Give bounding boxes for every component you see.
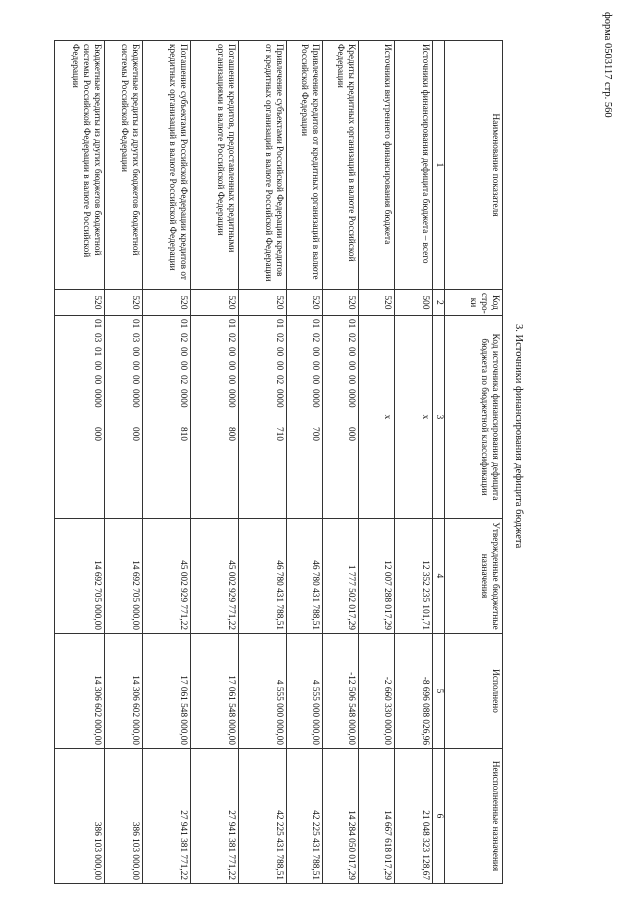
executed-amount: 4 555 000 000,00 — [238, 634, 286, 749]
classification-segment: 0000 — [345, 389, 356, 408]
classification-segment: 00 — [309, 361, 320, 371]
classification-segment: 02 — [309, 333, 320, 343]
indicator-name: Бюджетные кредиты из других бюджетов бюджетной системы Российской Федерации в валюте Российской Федерации — [54, 41, 104, 290]
classification-code: x — [394, 316, 432, 519]
column-number: 5 — [432, 634, 444, 749]
classification-segment: 700 — [309, 427, 320, 441]
classification-segment: 01 — [91, 347, 102, 357]
classification-segment: 0000 — [225, 389, 236, 408]
header-executed: Исполнено — [445, 634, 503, 749]
classification-segment: 01 — [309, 319, 320, 329]
classification-segment: 00 — [177, 361, 188, 371]
section-title: 3. Источники финансирования дефицита бюджета — [513, 324, 524, 549]
line-code: 520 — [142, 290, 190, 316]
classification-segment: 01 — [129, 319, 140, 329]
table-row — [286, 41, 322, 884]
classification-segment: 0000 — [177, 389, 188, 408]
classification-segment: 000 — [129, 427, 140, 441]
classification-segment: 0000 — [309, 389, 320, 408]
classification-segment: 00 — [129, 361, 140, 371]
approved-amount: 12 352 235 101,71 — [394, 519, 432, 634]
classification-segment: 000 — [91, 427, 102, 441]
indicator-name: Привлечение кредитов от кредитных организаций в валюте Российской Федерации — [286, 41, 322, 290]
column-number: 2 — [432, 290, 444, 316]
classification-segment: 02 — [177, 375, 188, 385]
table-row — [358, 41, 394, 884]
header-approved: Утвержденные бюджетные назначения — [445, 519, 503, 634]
approved-amount: 45 002 929 771,22 — [142, 519, 190, 634]
executed-amount: 14 306 602 000,00 — [54, 634, 104, 749]
column-number: 3 — [432, 316, 444, 519]
classification-segment: 00 — [91, 375, 102, 385]
indicator-name: Привлечение субъектами Российской Федерации кредитов от кредитных организаций в валюте Российской Федерации — [238, 41, 286, 290]
classification-segment: 01 — [225, 319, 236, 329]
unexecuted-amount: 14 284 050 017,29 — [322, 749, 358, 884]
executed-amount: 4 555 000 000,00 — [286, 634, 322, 749]
header-name: Наименование показателя — [445, 41, 503, 290]
classification-segment: 00 — [129, 347, 140, 357]
classification-code — [54, 316, 104, 519]
line-code: 520 — [286, 290, 322, 316]
unexecuted-amount: 21 048 323 128,67 — [394, 749, 432, 884]
classification-segment: 000 — [345, 427, 356, 441]
classification-segment: 02 — [273, 333, 284, 343]
unexecuted-amount: 42 225 431 788,51 — [286, 749, 322, 884]
classification-segment: 03 — [91, 333, 102, 343]
executed-amount: 14 306 602 000,00 — [104, 634, 142, 749]
classification-segment: 00 — [177, 347, 188, 357]
table-row — [322, 41, 358, 884]
header-unexecuted: Неисполненные назначения — [445, 749, 503, 884]
table-row — [190, 41, 238, 884]
classification-code — [286, 316, 322, 519]
table-header-row — [445, 41, 503, 884]
column-number-row — [432, 41, 444, 884]
approved-amount: 14 692 705 000,00 — [104, 519, 142, 634]
classification-segment: 00 — [345, 347, 356, 357]
unexecuted-amount: 14 667 618 017,29 — [358, 749, 394, 884]
classification-code — [190, 316, 238, 519]
classification-segment: 800 — [225, 427, 236, 441]
executed-amount: 17 061 548 000,00 — [190, 634, 238, 749]
classification-segment: 01 — [177, 319, 188, 329]
classification-code — [238, 316, 286, 519]
classification-segment: 02 — [345, 333, 356, 343]
classification-segment: 710 — [273, 427, 284, 441]
form-header — [597, 12, 613, 172]
classification-segment: 810 — [177, 427, 188, 441]
indicator-name: Бюджетные кредиты из других бюджетов бюджетной системы Российской Федерации — [104, 41, 142, 290]
line-code: 520 — [358, 290, 394, 316]
classification-segment: 01 — [273, 319, 284, 329]
unexecuted-amount: 27 941 381 771,22 — [142, 749, 190, 884]
indicator-name: Источники финансирования дефицита бюджета – всего — [394, 41, 432, 290]
unexecuted-amount: 42 225 431 788,51 — [238, 749, 286, 884]
approved-amount: 14 692 705 000,00 — [54, 519, 104, 634]
header-classification: Код источника финансирования дефицита бюджета по бюджетной классификации — [445, 316, 503, 519]
classification-segment: 02 — [177, 333, 188, 343]
column-number: 1 — [432, 41, 444, 290]
classification-segment: 01 — [91, 319, 102, 329]
classification-segment: 00 — [345, 375, 356, 385]
table-row — [238, 41, 286, 884]
line-code: 500 — [394, 290, 432, 316]
indicator-name: Погашение субъектами Российской Федерации кредитов от кредитных организаций в валюте Российской Федерации — [142, 41, 190, 290]
column-number: 4 — [432, 519, 444, 634]
unexecuted-amount: 27 941 381 771,22 — [190, 749, 238, 884]
classification-segment: 00 — [225, 375, 236, 385]
approved-amount: 46 780 431 788,51 — [238, 519, 286, 634]
financing-sources-table — [54, 40, 503, 884]
executed-amount: -12 506 548 000,00 — [322, 634, 358, 749]
classification-segment: 03 — [129, 333, 140, 343]
classification-segment: 0000 — [129, 389, 140, 408]
classification-segment: 00 — [345, 361, 356, 371]
classification-segment: 00 — [273, 361, 284, 371]
table-body — [54, 41, 432, 884]
approved-amount: 45 002 929 771,22 — [190, 519, 238, 634]
indicator-name: Погашение кредитов, предоставленных кредитными организациями в валюте Российской Федерации — [190, 41, 238, 290]
column-number: 6 — [432, 749, 444, 884]
classification-code: x — [358, 316, 394, 519]
indicator-name: Кредиты кредитных организаций в валюте Российской Федерации — [322, 41, 358, 290]
classification-segment: 02 — [273, 375, 284, 385]
line-code: 520 — [238, 290, 286, 316]
table-row — [142, 41, 190, 884]
classification-segment: 0000 — [273, 389, 284, 408]
classification-segment: 00 — [129, 375, 140, 385]
rotated-page-content — [62, 18, 530, 883]
line-code: 520 — [54, 290, 104, 316]
classification-segment: 0000 — [91, 389, 102, 408]
table-row — [394, 41, 432, 884]
classification-segment: 02 — [225, 333, 236, 343]
classification-segment: 00 — [309, 375, 320, 385]
executed-amount: -8 696 088 026,96 — [394, 634, 432, 749]
form-header-text: форма 0503117 стр. 560 — [602, 12, 613, 118]
approved-amount: 46 780 431 788,51 — [286, 519, 322, 634]
classification-code — [142, 316, 190, 519]
executed-amount: 17 061 548 000,00 — [142, 634, 190, 749]
unexecuted-amount: 386 103 000,00 — [104, 749, 142, 884]
classification-segment: 00 — [91, 361, 102, 371]
classification-segment: 00 — [273, 347, 284, 357]
table-row — [54, 41, 104, 884]
approved-amount: 12 007 288 017,29 — [358, 519, 394, 634]
header-code: Код стро-ки — [445, 290, 503, 316]
line-code: 520 — [190, 290, 238, 316]
classification-code — [104, 316, 142, 519]
table-row — [104, 41, 142, 884]
line-code: 520 — [104, 290, 142, 316]
classification-segment: 00 — [225, 347, 236, 357]
unexecuted-amount: 386 103 000,00 — [54, 749, 104, 884]
executed-amount: -2 660 330 000,00 — [358, 634, 394, 749]
classification-segment: 01 — [345, 319, 356, 329]
classification-segment: 00 — [309, 347, 320, 357]
line-code: 520 — [322, 290, 358, 316]
approved-amount: 1 777 502 017,29 — [322, 519, 358, 634]
classification-code — [322, 316, 358, 519]
indicator-name: Источники внутреннего финансирования бюджета — [358, 41, 394, 290]
classification-segment: 00 — [225, 361, 236, 371]
